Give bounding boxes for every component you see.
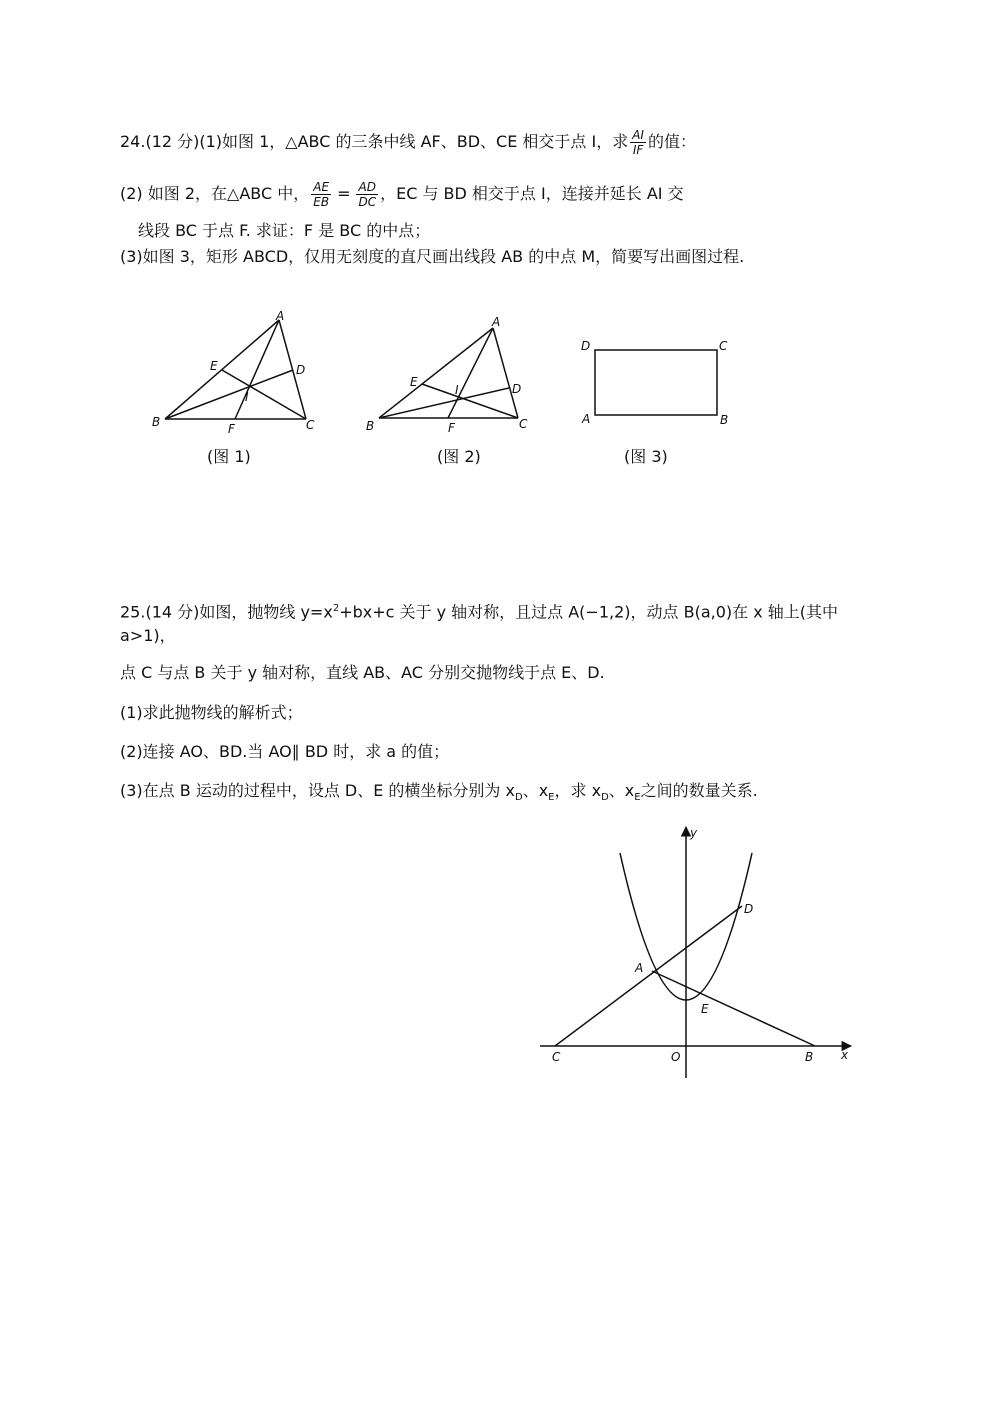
fig3-rectangle-abcd: [595, 350, 717, 415]
fig1-side-ab: [165, 320, 279, 419]
figure-1-triangle: [148, 305, 328, 435]
q24-equals-sign: =: [337, 184, 351, 203]
fig2-label-a: A: [492, 315, 501, 329]
graph-label-o: O: [671, 1050, 681, 1064]
q25-line5: (2)连接 AO、BD.当 AO∥ BD 时，求 a 的值；: [120, 742, 450, 761]
q25-line4: (1)求此抛物线的解析式；: [120, 703, 303, 722]
figure-3-rectangle: [578, 335, 738, 435]
fig1-median-ce: [222, 370, 306, 419]
graph-label-a: A: [635, 961, 644, 975]
q24-line4: (3)如图 3，矩形 ABCD，仅用无刻度的直尺画出线段 AB 的中点 M，简要写出画图过程.: [120, 247, 745, 266]
fig2-label-e: E: [410, 375, 418, 389]
fig3-label-d: D: [581, 339, 591, 353]
q25-line2: a>1)，: [120, 626, 176, 645]
q24-line1-text-b: 的值：: [647, 132, 696, 151]
fig1-label-b: B: [152, 415, 161, 429]
graph-label-x: x: [841, 1048, 849, 1062]
q24-line1: [120, 128, 696, 157]
fig3-label-a: A: [582, 412, 591, 426]
q24-line3: 线段 BC 于点 F. 求证：F 是 BC 的中点；: [138, 221, 431, 240]
figure-2-caption: (图 2): [437, 447, 481, 466]
q24-line2-text-b: ，EC 与 BD 相交于点 I，连接并延长 AI 交: [380, 184, 684, 203]
fig3-label-b: B: [720, 413, 729, 427]
fig2-label-b: B: [366, 419, 375, 433]
q24-line2-text-a: (2) 如图 2，在△ABC 中，: [120, 184, 310, 203]
fig3-label-c: C: [719, 339, 728, 353]
q25-line6: (3)在点 B 运动的过程中，设点 D、E 的横坐标分别为 $x_D$、$x_E$，求 $x_D$、$x_E$之间的数量关系.: [120, 781, 758, 804]
fig1-label-d: D: [296, 363, 306, 377]
q24-fraction-ad-dc: $\frac{AD}{DC}$: [358, 180, 377, 209]
fig2-label-d: D: [512, 382, 522, 396]
fig2-label-f: F: [448, 421, 455, 435]
q25-parabola-graph: [535, 815, 865, 1090]
figure-2-triangle: [364, 312, 544, 437]
graph-label-c: C: [552, 1050, 561, 1064]
line-cd: [555, 906, 742, 1046]
q25-line1-text-a: 25.(14 分)如图，抛物线 y=x: [120, 602, 333, 622]
q24-fraction-ai-if: $\frac{AI}{IF}$: [632, 128, 644, 157]
graph-label-d: D: [744, 902, 754, 916]
q25-line1-text-b: +bx+c 关于 y 轴对称，且过点 A(−1,2)，动点 B(a,0)在 x 轴上(其中: [339, 602, 839, 622]
q25-line3: 点 C 与点 B 关于 y 轴对称，直线 AB、AC 分别交抛物线于点 E、D.: [120, 663, 605, 682]
q24-fraction-ae-eb: $\frac{AE}{EB}$: [313, 180, 330, 209]
fig1-median-af: [235, 320, 279, 419]
figure-3-caption: (图 3): [624, 447, 668, 466]
figure-1-caption: (图 1): [207, 447, 251, 466]
fig2-label-c: C: [519, 417, 528, 431]
fig1-label-i: I: [245, 390, 249, 404]
q24-line2: [120, 180, 684, 209]
q25-exponent: 2: [332, 603, 340, 614]
fig2-label-i: I: [455, 383, 459, 397]
line-ab: [652, 971, 815, 1046]
fig1-median-bd: [165, 370, 293, 419]
fig1-label-a: A: [276, 309, 285, 323]
fig1-label-f: F: [228, 422, 235, 435]
graph-label-e: E: [701, 1002, 709, 1016]
fig1-label-c: C: [306, 418, 315, 432]
fig2-line-af: [448, 328, 493, 418]
fig2-side-ac: [493, 328, 518, 418]
q24-line1-text-a: 24.(12 分)(1)如图 1，△ABC 的三条中线 AF、BD、CE 相交于点 I，求: [120, 132, 629, 151]
graph-label-y: y: [690, 826, 698, 840]
fig1-label-e: E: [210, 359, 218, 373]
q25-line1: [120, 598, 838, 623]
graph-label-b: B: [805, 1050, 814, 1064]
